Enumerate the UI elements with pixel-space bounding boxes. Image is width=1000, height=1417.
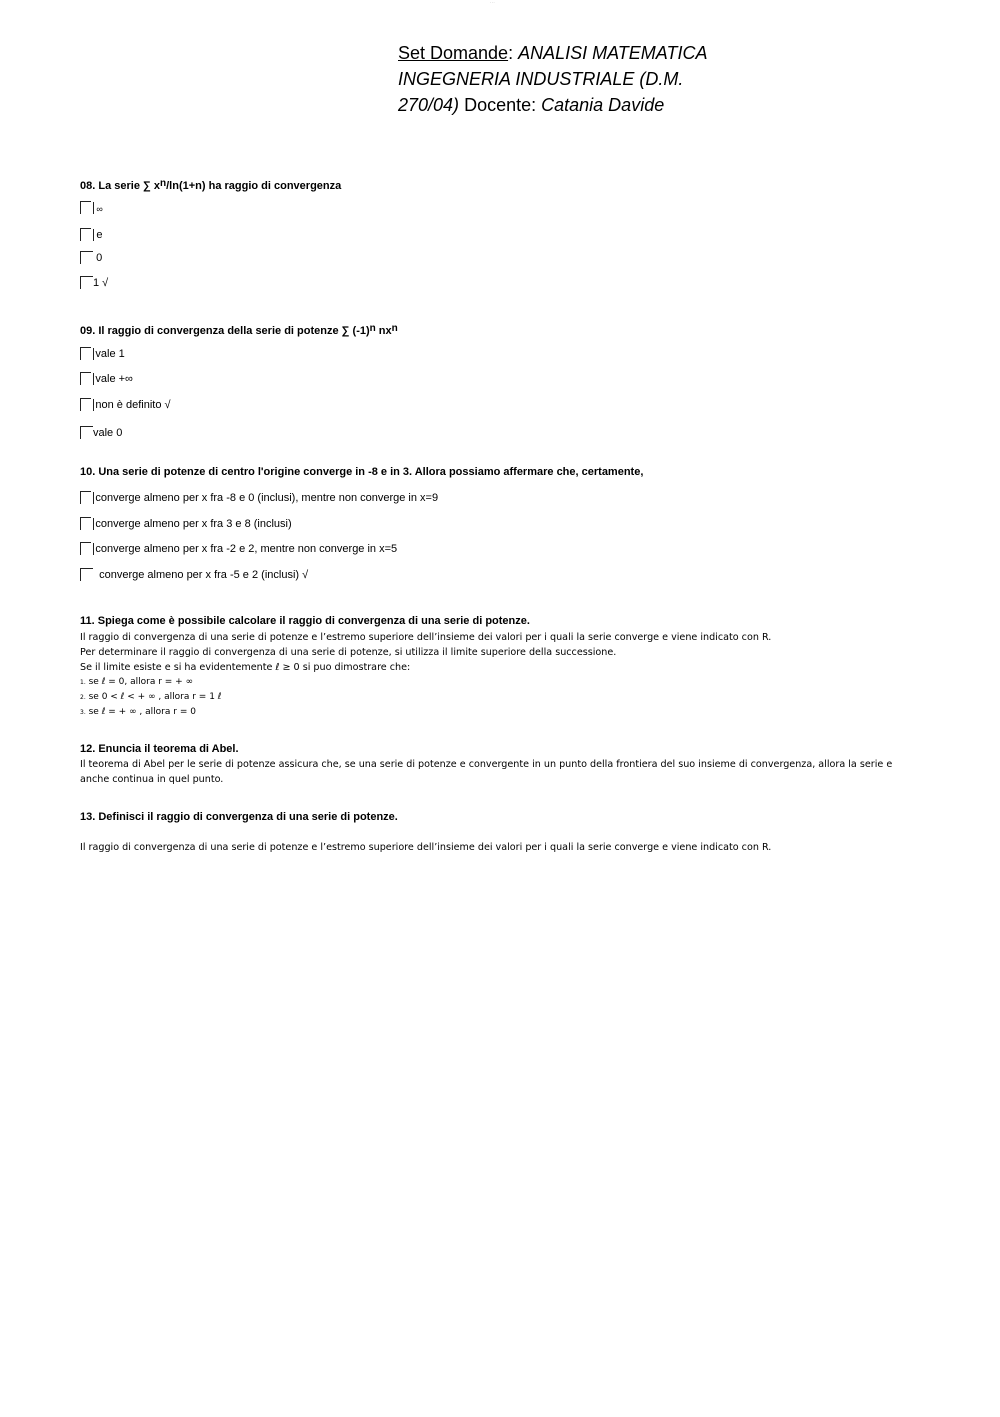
question-11-answer [80,630,771,720]
q09-option-2[interactable]: vale +∞ [80,372,133,385]
list-item: 3. se ℓ = + ∞ , allora r = 0 [80,707,196,717]
checkbox-icon[interactable] [80,201,91,214]
question-12-answer [80,757,892,787]
page-marker: - - - [490,0,495,4]
q08-option-4[interactable]: 1 √ [80,276,108,289]
q10-option-2[interactable]: converge almeno per x fra 3 e 8 (inclusi) [80,517,292,530]
question-10-title: 10. Una serie di potenze di centro l'origine converge in -8 e in 3. Allora possiamo affermare che, certamente, [80,466,644,478]
question-12-title: 12. Enuncia il teorema di Abel. [80,743,239,755]
question-13-answer: Il raggio di convergenza di una serie di potenze e l’estremo superiore dell’insieme dei valori per i quali la serie converge e viene indicato con R. [80,842,772,853]
checkbox-icon[interactable] [80,568,93,581]
q09-option-3[interactable]: non è definito √ [80,398,171,411]
question-09-title: 09. Il raggio di convergenza della serie di potenze ∑ $(-1)^n$ $nx^n$ [80,323,398,337]
answer-line: Il raggio di convergenza di una serie di potenze e l’estremo superiore dell’insieme dei valori per i quali la serie converge e viene indicato con R. [80,632,772,643]
docente-name: Catania Davide [541,95,665,115]
checkbox-icon[interactable] [80,491,91,504]
checkbox-icon[interactable] [80,228,91,241]
document-header [398,40,707,118]
checkbox-icon[interactable] [80,398,91,411]
q08-option-1[interactable]: ∞ [80,201,103,214]
checkbox-icon[interactable] [80,426,93,439]
set-label: Set Domande [398,43,509,63]
q08-option-3[interactable]: 0 [80,251,102,264]
answer-line: anche continua in quel punto. [80,774,224,785]
answer-line: Il teorema di Abel per le serie di potenze assicura che, se una serie di potenze e convergente in un punto della frontiera del suo insieme di convergenza, allora la serie e [80,759,893,770]
list-item: 2. se 0 < ℓ < + ∞ , allora r = 1 ℓ [80,692,222,702]
q09-option-4[interactable]: vale 0 [80,426,122,439]
q08-option-2[interactable]: e [80,228,103,241]
q09-option-1[interactable]: vale 1 [80,347,125,360]
question-11-title: 11. Spiega come è possibile calcolare il raggio di convergenza di una serie di potenze. [80,615,530,627]
q10-option-3[interactable]: converge almeno per x fra -2 e 2, mentre non converge in x=5 [80,542,397,555]
header-line-3: 270/04) Docente: Catania Davide [398,95,665,115]
answer-line: Per determinare il raggio di convergenza di una serie di potenze, si utilizza il limite superiore della successione. [80,647,617,658]
course-title: ANALISI MATEMATICA [518,43,708,63]
question-13-title: 13. Definisci il raggio di convergenza di una serie di potenze. [80,811,398,823]
header-line-1: Set Domande: ANALISI MATEMATICA [398,43,708,63]
checkbox-icon[interactable] [80,251,93,264]
course-line-2: INGEGNERIA INDUSTRIALE (D.M. [398,69,684,89]
q10-option-1[interactable]: converge almeno per x fra -8 e 0 (inclusi), mentre non converge in x=9 [80,491,438,504]
docente-label: Docente: [464,95,537,115]
checkbox-icon[interactable] [80,276,93,289]
checkbox-icon[interactable] [80,542,91,555]
checkbox-icon[interactable] [80,372,91,385]
checkbox-icon[interactable] [80,347,91,360]
list-item: 1. se ℓ = 0, allora r = + ∞ [80,677,194,687]
question-08-title: 08. La serie ∑ $x^n/\ln(1+n)$ ha raggio di convergenza [80,178,342,192]
checkbox-icon[interactable] [80,517,91,530]
answer-line: Se il limite esiste e si ha evidentemente ℓ ≥ 0 si puo dimostrare che: [80,662,411,673]
q10-option-4[interactable]: converge almeno per x fra -5 e 2 (inclusi) √ [80,568,308,581]
